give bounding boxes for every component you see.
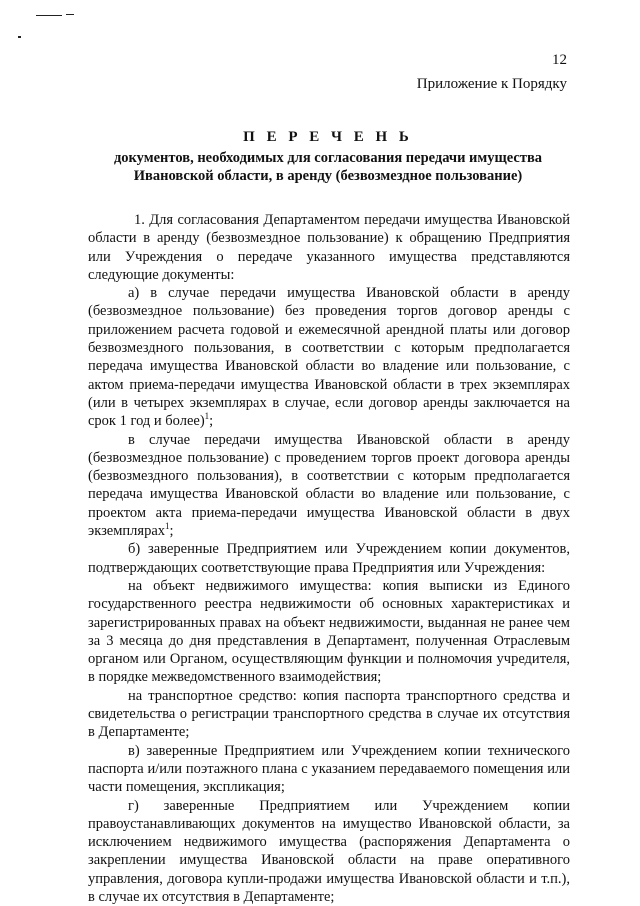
paragraph-text: в случае передачи имущества Ивановской области в аренду (безвозмездное пользование) с проведением торгов проект договора аренды (безвозмездного пользования), в соответствии с которым предполагается передача имущества Ивановской области во владение или пользование, с проектом акта приема-передачи имущества Ивановской области в двух экземплярах (88, 432, 570, 539)
scan-mark (66, 14, 74, 15)
subtitle-line: Ивановской области, в аренду (безвозмездное пользование) (88, 167, 568, 185)
paragraph-4: б) заверенные Предприятием или Учреждением копии документов, подтверждающих соответствующие права Предприятия или Учреждения: (88, 540, 570, 577)
appendix-label: Приложение к Порядку (417, 76, 567, 93)
document-body (88, 211, 570, 906)
paragraph-5: на объект недвижимого имущества: копия выписки из Единого государственного реестра недвижимости об основных характеристиках и зарегистрированных правах на объект недвижимости, выданная не ранее чем за 3 месяца до дня представления в Департамент, полученная Отраслевым органом или Органом, осуществляющим функции и полномочия учредителя, в порядке межведомственного взаимодействия; (88, 577, 570, 687)
paragraph-end: ; (209, 413, 213, 429)
paragraph-8: г) заверенные Предприятием или Учреждением копии правоустанавливающих документов на имущество Ивановской области, за исключением недвижимого имущества (распоряжения Департамента о закреплении имущества Ивановской области на праве оперативного управления, договора купли-продажи имущества Ивановской области и т.п.), в случае их отсутствия в Департаменте; (88, 797, 570, 906)
paragraph-end: ; (170, 523, 174, 539)
paragraph-3 (88, 431, 570, 541)
paragraph-6: на транспортное средство: копия паспорта транспортного средства и свидетельства о регистрации транспортного средства в случае их отсутствия в Департаменте; (88, 687, 570, 742)
paragraph-1: 1. Для согласования Департаментом передачи имущества Ивановской области в аренду (безвозмездное пользование) к обращению Предприятия или Учреждения о передаче указанного имущества представляются следующие документы: (88, 211, 570, 284)
scan-mark (18, 36, 21, 38)
scan-mark (36, 15, 62, 16)
document-subtitle (88, 149, 568, 185)
subtitle-line: документов, необходимых для согласования передачи имущества (88, 149, 568, 167)
document-title: П Е Р Е Ч Е Н Ь (88, 128, 568, 146)
page-number: 12 (552, 52, 567, 69)
paragraph-2 (88, 284, 570, 430)
paragraph-7: в) заверенные Предприятием или Учреждением копии технического паспорта и/или поэтажного плана с указанием передаваемого помещения или части помещения, экспликация; (88, 742, 570, 797)
paragraph-text: а) в случае передачи имущества Ивановской области в аренду (безвозмездное пользование) без проведения торгов договор аренды с приложением расчета годовой и ежемесячной арендной платы или договор безвозмездного пользования, в соответствии с которым предполагается передача имущества Ивановской области во владение или пользование, с актом приема-передачи имущества Ивановской области в трех экземплярах (или в четырех экземплярах в случае, если договор аренды заключается на срок 1 год и более) (88, 285, 570, 429)
footnote-ref: 1 (205, 411, 210, 421)
footnote-ref: 1 (165, 521, 170, 531)
title-block (88, 128, 568, 185)
